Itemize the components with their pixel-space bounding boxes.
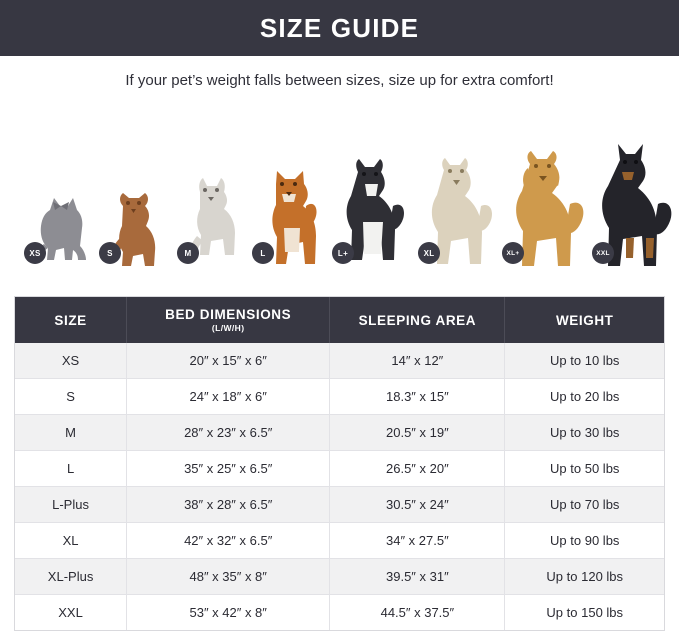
- cell-sleeping: 39.5″ x 31″: [330, 559, 505, 595]
- cell-dimensions: 48″ x 35″ x 8″: [127, 559, 330, 595]
- page-title: SIZE GUIDE: [259, 12, 420, 43]
- cell-weight: Up to 30 lbs: [505, 415, 664, 451]
- cell-weight: Up to 150 lbs: [505, 595, 664, 631]
- pet-badge-xxl: XXL: [592, 242, 614, 264]
- table-row: [15, 379, 664, 415]
- cell-size: XXL: [15, 595, 127, 631]
- cell-sleeping: 44.5″ x 37.5″: [330, 595, 505, 631]
- column-header-weight: [505, 297, 664, 343]
- cell-dimensions: 20″ x 15″ x 6″: [127, 343, 330, 379]
- pet-figure-l: [258, 166, 320, 266]
- pet-figure-xs: [30, 188, 90, 266]
- header-bar: [0, 0, 679, 56]
- column-header-sleeping-area-label: SLEEPING AREA: [358, 312, 477, 328]
- cell-sleeping: 14″ x 12″: [330, 343, 505, 379]
- pet-figure-m: [183, 176, 239, 266]
- column-header-size-label: SIZE: [54, 312, 87, 328]
- cell-weight: Up to 70 lbs: [505, 487, 664, 523]
- cell-size: L: [15, 451, 127, 487]
- cell-sleeping: 20.5″ x 19″: [330, 415, 505, 451]
- pet-figure-xl-plus: [508, 148, 588, 266]
- pet-silhouette-strip: [0, 118, 679, 278]
- pet-figure-xxl: [598, 142, 674, 266]
- cell-dimensions: 24″ x 18″ x 6″: [127, 379, 330, 415]
- table-row: [15, 343, 664, 379]
- cell-dimensions: 42″ x 32″ x 6.5″: [127, 523, 330, 559]
- pet-figure-l-plus: [338, 158, 408, 266]
- column-header-bed-dimensions: [127, 297, 330, 343]
- cell-weight: Up to 50 lbs: [505, 451, 664, 487]
- cell-weight: Up to 120 lbs: [505, 559, 664, 595]
- cell-sleeping: 30.5″ x 24″: [330, 487, 505, 523]
- table-row: [15, 451, 664, 487]
- size-chart-table: [14, 296, 665, 631]
- cell-size: XL: [15, 523, 127, 559]
- cell-sleeping: 26.5″ x 20″: [330, 451, 505, 487]
- pet-badge-l-plus: L+: [332, 242, 354, 264]
- table-row: [15, 523, 664, 559]
- cell-size: L-Plus: [15, 487, 127, 523]
- pet-figure-s: [105, 186, 163, 266]
- column-header-bed-dimensions-sub: (L/W/H): [211, 323, 245, 333]
- pet-badge-xl: XL: [418, 242, 440, 264]
- table-row: [15, 415, 664, 451]
- pet-badge-m: M: [177, 242, 199, 264]
- pet-badge-xs: XS: [24, 242, 46, 264]
- column-header-weight-label: WEIGHT: [555, 312, 614, 328]
- cell-weight: Up to 20 lbs: [505, 379, 664, 415]
- cell-dimensions: 38″ x 28″ x 6.5″: [127, 487, 330, 523]
- cell-size: XS: [15, 343, 127, 379]
- column-header-bed-dimensions-label: BED DIMENSIONS: [165, 307, 292, 322]
- cell-weight: Up to 90 lbs: [505, 523, 664, 559]
- column-header-sleeping-area: [330, 297, 505, 343]
- cell-size: XL-Plus: [15, 559, 127, 595]
- pet-badge-s: S: [99, 242, 121, 264]
- table-row: [15, 487, 664, 523]
- cell-sleeping: 18.3″ x 15″: [330, 379, 505, 415]
- cell-size: S: [15, 379, 127, 415]
- cell-size: M: [15, 415, 127, 451]
- subtitle-text: If your pet’s weight falls between sizes, size up for extra comfort!: [125, 72, 554, 89]
- table-header-row: [15, 297, 664, 343]
- cell-sleeping: 34″ x 27.5″: [330, 523, 505, 559]
- cell-dimensions: 28″ x 23″ x 6.5″: [127, 415, 330, 451]
- pet-figure-xl: [424, 154, 496, 266]
- pet-badge-l: L: [252, 242, 274, 264]
- column-header-size: [15, 297, 127, 343]
- cell-dimensions: 35″ x 25″ x 6.5″: [127, 451, 330, 487]
- table-row: [15, 595, 664, 631]
- table-row: [15, 559, 664, 595]
- cell-weight: Up to 10 lbs: [505, 343, 664, 379]
- pet-badge-xl-plus: XL+: [502, 242, 524, 264]
- cell-dimensions: 53″ x 42″ x 8″: [127, 595, 330, 631]
